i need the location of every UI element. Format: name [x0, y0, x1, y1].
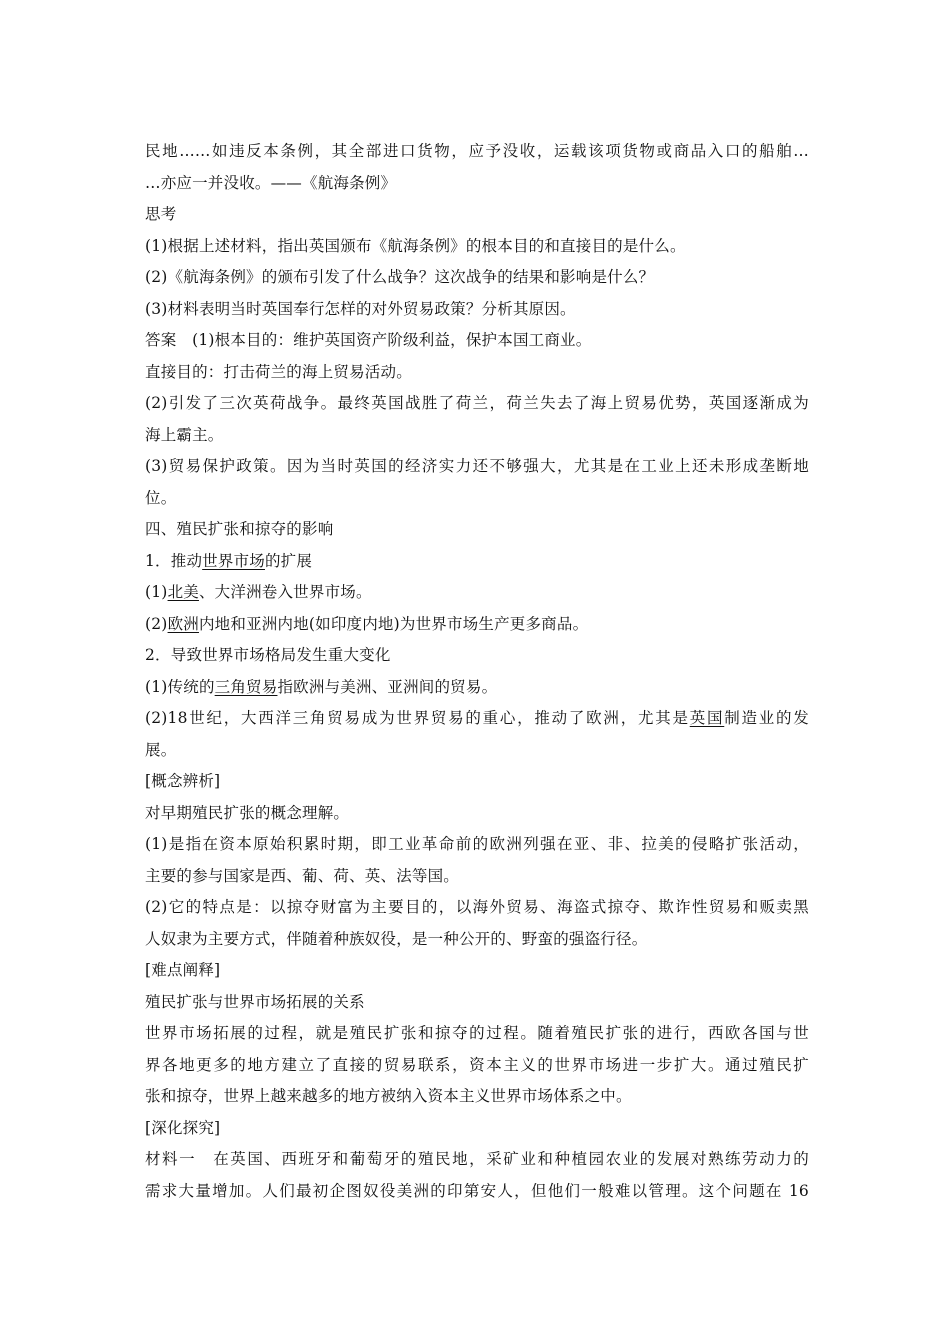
underlined-term: 北美: [167, 583, 199, 601]
text-line: [145, 1018, 809, 1050]
text-line: [145, 199, 809, 231]
text-segment: 展。: [145, 740, 177, 759]
text-segment: 四、殖民扩张和掠夺的影响: [145, 520, 334, 538]
text-segment: (2)18世纪，大西洋三角贸易成为世界贸易的重心，推动了欧洲，尤其是: [145, 709, 690, 727]
text-segment: (3)材料表明当时英国奉行怎样的对外贸易政策？分析其原因。: [145, 299, 576, 318]
text-line: [145, 357, 809, 389]
underlined-term: 英国: [689, 709, 725, 727]
text-segment: 主要的参与国家是西、葡、荷、英、法等国。: [145, 866, 460, 885]
text-line: [145, 483, 809, 515]
text-line: [145, 1050, 809, 1082]
text-segment: 指欧洲与美洲、亚洲间的贸易。: [277, 677, 498, 696]
text-line: [145, 262, 809, 294]
text-line: [145, 1144, 809, 1176]
text-segment: 对早期殖民扩张的概念理解。: [145, 803, 350, 822]
underlined-term: 三角贸易: [214, 677, 278, 696]
text-segment: 直接目的：打击荷兰的海上贸易活动。: [145, 362, 412, 381]
text-segment: 、大洋洲卷入世界市场。: [198, 583, 372, 601]
text-segment: (1)是指在资本原始积累时期，即工业革命前的欧洲列强在亚、非、拉美的侵略扩张活动，: [145, 835, 809, 853]
text-segment: 答案 (1)根本目的：维护英国资产阶级利益，保护本国工商业。: [145, 331, 592, 349]
text-segment: (3)贸易保护政策。因为当时英国的经济实力还不够强大，尤其是在工业上还未形成垄断地: [145, 457, 809, 475]
text-segment: 思考: [145, 205, 177, 223]
text-segment: 界各地更多的地方建立了直接的贸易联系，资本主义的世界市场进一步扩大。通过殖民扩: [145, 1055, 809, 1074]
underlined-term: 欧洲: [167, 614, 199, 633]
text-segment: 材料一 在英国、西班牙和葡萄牙的殖民地，采矿业和种植园农业的发展对熟练劳动力的: [145, 1150, 809, 1168]
text-segment: [深化探究]: [145, 1118, 221, 1137]
text-segment: 人奴隶为主要方式，伴随着种族奴役，是一种公开的、野蛮的强盗行径。: [145, 929, 648, 948]
text-segment: 殖民扩张与世界市场拓展的关系: [145, 992, 365, 1011]
text-line: [145, 955, 809, 987]
text-line: [145, 798, 809, 830]
text-line: [145, 735, 809, 767]
text-line: [145, 136, 809, 168]
text-line: [145, 1113, 809, 1145]
text-segment: 2．导致世界市场格局发生重大变化: [145, 646, 391, 664]
text-segment: 的扩展: [264, 551, 313, 570]
text-segment: (2)《航海条例》的颁布引发了什么战争？这次战争的结果和影响是什么？: [145, 268, 655, 286]
text-segment: 1．推动: [145, 551, 203, 570]
text-line: [145, 1176, 809, 1208]
text-segment: (2)它的特点是：以掠夺财富为主要目的，以海外贸易、海盗式掠夺、欺诈性贸易和贩卖黑: [145, 898, 809, 916]
text-segment: 世界市场拓展的过程，就是殖民扩张和掠夺的过程。随着殖民扩张的进行，西欧各国与世: [145, 1024, 809, 1042]
text-segment: 制造业的发: [724, 709, 809, 727]
text-segment: 位。: [145, 488, 177, 507]
text-line: [145, 231, 809, 263]
text-line: [145, 672, 809, 704]
text-line: [145, 388, 809, 420]
document-body: [145, 136, 809, 1207]
text-segment: 海上霸主。: [145, 425, 224, 444]
text-line: [145, 829, 809, 861]
text-line: [145, 640, 809, 672]
text-line: [145, 451, 809, 483]
text-segment: [概念辨析]: [145, 772, 221, 790]
text-segment: (1): [145, 583, 168, 601]
text-line: [145, 766, 809, 798]
text-line: [145, 577, 809, 609]
text-segment: 张和掠夺，世界上越来越多的地方被纳入资本主义世界市场体系之中。: [145, 1087, 632, 1105]
text-line: [145, 609, 809, 641]
text-line: [145, 703, 809, 735]
text-segment: [难点阐释]: [145, 961, 221, 979]
underlined-term: 世界市场: [202, 551, 265, 570]
text-line: [145, 325, 809, 357]
text-segment: (1)根据上述材料，指出英国颁布《航海条例》的根本目的和直接目的是什么。: [145, 236, 686, 255]
text-segment: (2): [145, 614, 168, 633]
text-line: [145, 514, 809, 546]
text-line: [145, 892, 809, 924]
text-segment: 需求大量增加。人们最初企图奴役美洲的印第安人，但他们一般难以管理。这个问题在 16: [145, 1181, 809, 1200]
text-segment: …亦应一并没收。——《航海条例》: [145, 173, 397, 192]
text-line: [145, 546, 809, 578]
text-line: [145, 1081, 809, 1113]
text-line: [145, 420, 809, 452]
text-segment: (2)引发了三次英荷战争。最终英国战胜了荷兰，荷兰失去了海上贸易优势，英国逐渐成为: [145, 394, 809, 412]
text-segment: 内地和亚洲内地(如印度内地)为世界市场生产更多商品。: [198, 614, 589, 633]
text-segment: 民地……如违反本条例，其全部进口货物，应予没收，运载该项货物或商品入口的船舶…: [145, 142, 809, 160]
text-line: [145, 294, 809, 326]
text-line: [145, 168, 809, 200]
text-segment: (1)传统的: [145, 677, 215, 696]
text-line: [145, 924, 809, 956]
text-line: [145, 861, 809, 893]
text-line: [145, 987, 809, 1019]
